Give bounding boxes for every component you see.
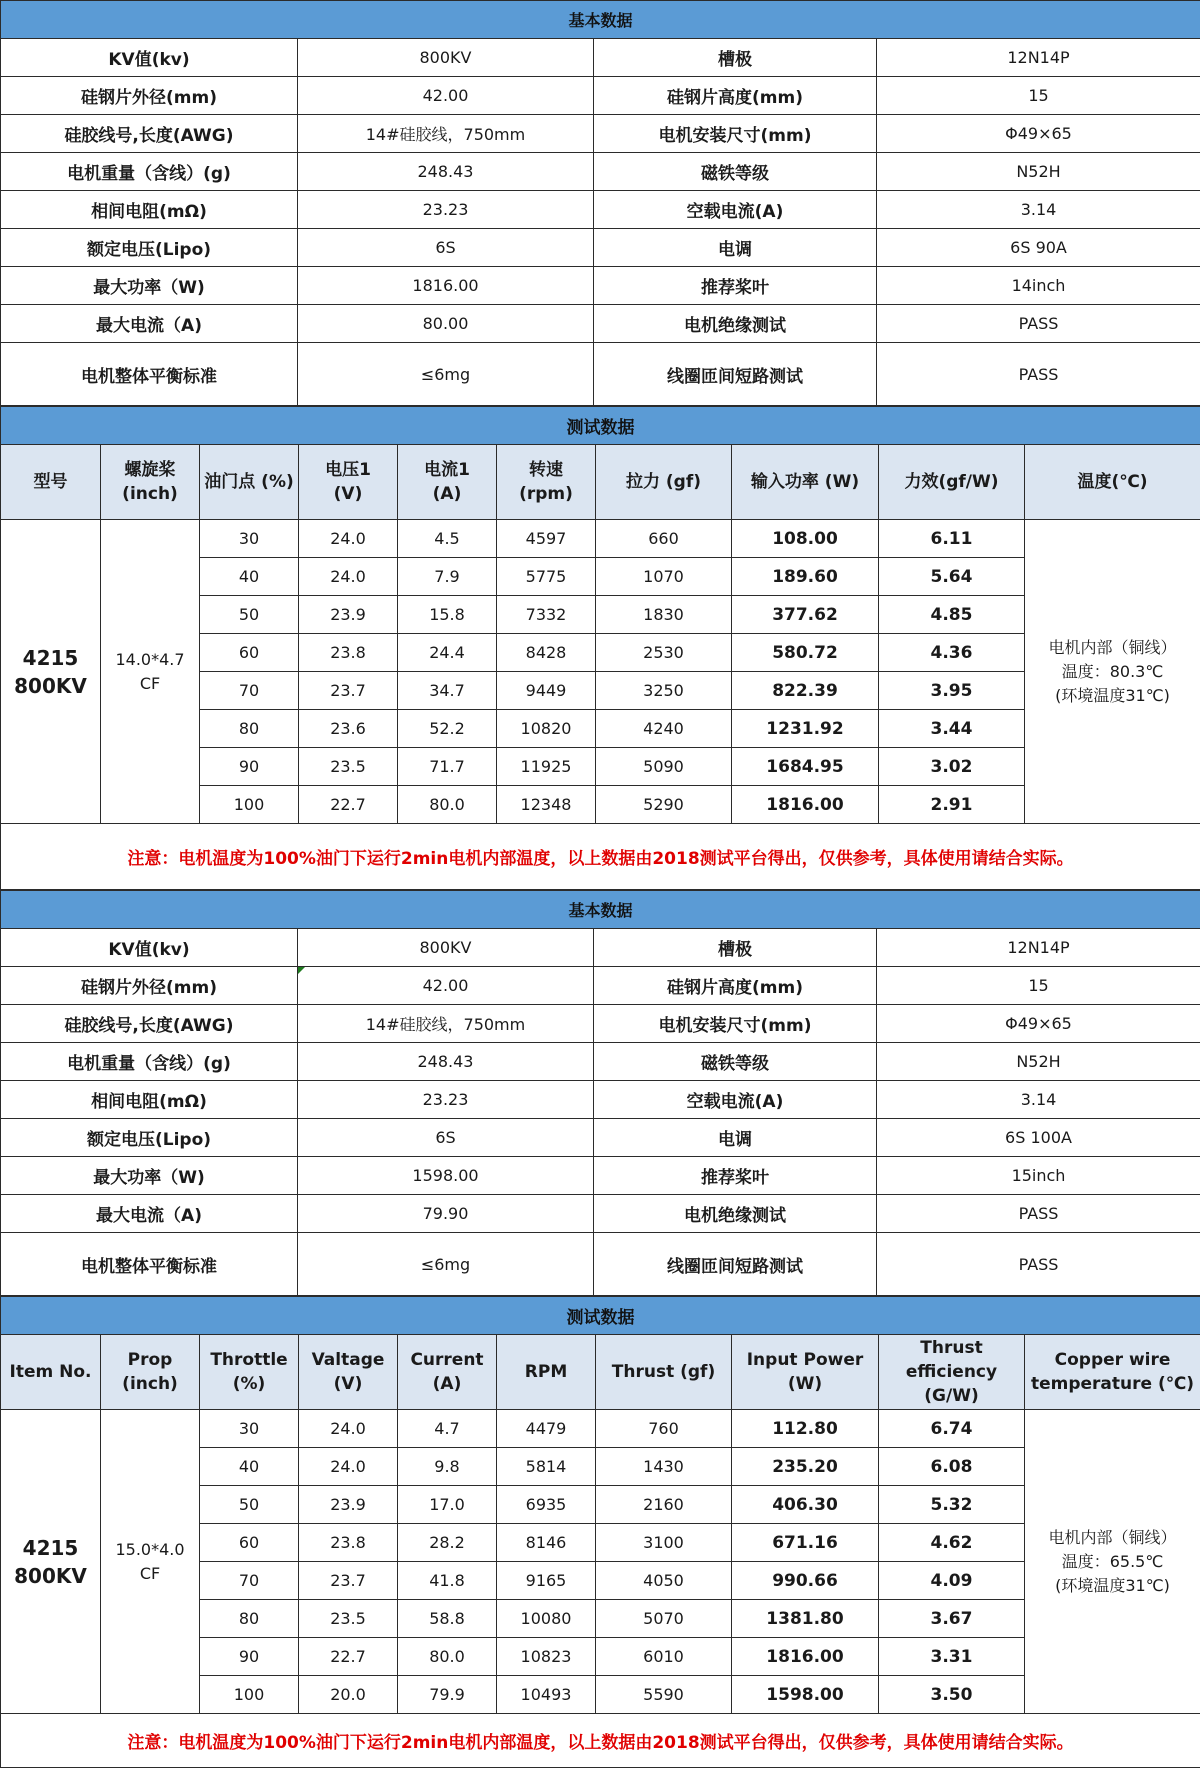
data-cell: 377.62 (732, 596, 879, 634)
spec-label: 电机安装尺寸(mm) (594, 115, 877, 153)
data-cell: 23.6 (299, 710, 398, 748)
spec-label: 电调 (594, 1119, 877, 1157)
data-cell: 6935 (497, 1486, 596, 1524)
spec-label: 硅胶线号,长度(AWG) (1, 1005, 298, 1043)
basic-row (1, 115, 1200, 153)
data-cell: 90 (200, 748, 299, 786)
data-cell: 100 (200, 1676, 299, 1714)
data-cell: 1430 (596, 1448, 732, 1486)
spec-value: 79.90 (298, 1195, 594, 1233)
data-cell: 9165 (497, 1562, 596, 1600)
column-header: 螺旋桨 (inch) (101, 445, 200, 520)
spec-value: N52H (877, 1043, 1200, 1081)
data-cell: 4.85 (879, 596, 1025, 634)
test-data-row (1, 1410, 1200, 1448)
column-header: Current (A) (398, 1335, 497, 1410)
spec-value: 800KV (298, 929, 594, 967)
basic-row (1, 191, 1200, 229)
basic-row (1, 1043, 1200, 1081)
spec-value: 800KV (298, 39, 594, 77)
spec-value: 3.14 (877, 191, 1200, 229)
data-cell: 4597 (497, 520, 596, 558)
spec-label: 电机绝缘测试 (594, 305, 877, 343)
data-cell: 3.31 (879, 1638, 1025, 1676)
data-cell: 40 (200, 1448, 299, 1486)
column-header: 电流1 (A) (398, 445, 497, 520)
data-cell: 70 (200, 1562, 299, 1600)
data-cell: 24.0 (299, 558, 398, 596)
spec-value: PASS (877, 343, 1200, 406)
data-cell: 90 (200, 1638, 299, 1676)
data-cell: 23.9 (299, 1486, 398, 1524)
spec-label: 电机安装尺寸(mm) (594, 1005, 877, 1043)
data-cell: 30 (200, 1410, 299, 1448)
temperature-cell: 电机内部（铜线） 温度：80.3℃ (环境温度31℃) (1025, 520, 1200, 824)
basic-row (1, 343, 1200, 406)
test-note: 注意：电机温度为100%油门下运行2min电机内部温度，以上数据由2018测试平台得出，仅供参考，具体使用请结合实际。 (1, 824, 1200, 890)
column-header: 电压1 (V) (299, 445, 398, 520)
data-cell: 189.60 (732, 558, 879, 596)
data-cell: 6.11 (879, 520, 1025, 558)
spec-value: 12N14P (877, 39, 1200, 77)
data-cell: 9.8 (398, 1448, 497, 1486)
data-cell: 406.30 (732, 1486, 879, 1524)
spec-label: 硅钢片高度(mm) (594, 77, 877, 115)
data-cell: 79.9 (398, 1676, 497, 1714)
data-cell: 80.0 (398, 1638, 497, 1676)
spec-label: 电机整体平衡标准 (1, 1233, 298, 1296)
data-cell: 50 (200, 596, 299, 634)
spec-label: 磁铁等级 (594, 1043, 877, 1081)
data-cell: 80 (200, 710, 299, 748)
data-cell: 2.91 (879, 786, 1025, 824)
column-header: 型号 (1, 445, 101, 520)
data-cell: 23.5 (299, 748, 398, 786)
data-cell: 1231.92 (732, 710, 879, 748)
column-header: Throttle (%) (200, 1335, 299, 1410)
data-cell: 6.08 (879, 1448, 1025, 1486)
section-2-test-table (0, 1296, 1200, 1768)
spec-value: PASS (877, 1233, 1200, 1296)
basic-data-title: 基本数据 (1, 1, 1200, 39)
propeller-cell: 14.0*4.7 CF (101, 520, 200, 824)
column-header: Input Power (W) (732, 1335, 879, 1410)
data-cell: 12348 (497, 786, 596, 824)
data-cell: 23.8 (299, 1524, 398, 1562)
spec-label: 最大功率（W) (1, 267, 298, 305)
spec-label: 硅钢片外径(mm) (1, 967, 298, 1005)
spec-value: 1816.00 (298, 267, 594, 305)
spec-label: 槽极 (594, 39, 877, 77)
data-cell: 3.50 (879, 1676, 1025, 1714)
spec-value: 14#硅胶线，750mm (298, 115, 594, 153)
data-cell: 5590 (596, 1676, 732, 1714)
data-cell: 5.32 (879, 1486, 1025, 1524)
spec-label: 相间电阻(mΩ) (1, 1081, 298, 1119)
data-cell: 5070 (596, 1600, 732, 1638)
column-header: Item No. (1, 1335, 101, 1410)
test-data-row (1, 520, 1200, 558)
data-cell: 50 (200, 1486, 299, 1524)
data-cell: 9449 (497, 672, 596, 710)
data-cell: 3.67 (879, 1600, 1025, 1638)
data-cell: 24.0 (299, 520, 398, 558)
data-cell: 60 (200, 634, 299, 672)
spec-value: 6S (298, 1119, 594, 1157)
data-cell: 5090 (596, 748, 732, 786)
spec-label: 硅钢片高度(mm) (594, 967, 877, 1005)
basic-row (1, 967, 1200, 1005)
data-cell: 671.16 (732, 1524, 879, 1562)
spec-label: 最大电流（A) (1, 305, 298, 343)
data-cell: 8146 (497, 1524, 596, 1562)
spec-value: 80.00 (298, 305, 594, 343)
spec-label: 电机重量（含线）(g) (1, 1043, 298, 1081)
spec-value: 1598.00 (298, 1157, 594, 1195)
spec-label: 最大电流（A) (1, 1195, 298, 1233)
spec-value: PASS (877, 305, 1200, 343)
data-cell: 71.7 (398, 748, 497, 786)
spec-label: 电调 (594, 229, 877, 267)
spec-value: 6S 100A (877, 1119, 1200, 1157)
data-cell: 24.4 (398, 634, 497, 672)
data-cell: 4.36 (879, 634, 1025, 672)
column-header: Valtage (V) (299, 1335, 398, 1410)
data-cell: 580.72 (732, 634, 879, 672)
section-1-test-table (0, 406, 1200, 890)
column-header: 转速 (rpm) (497, 445, 596, 520)
test-note: 注意：电机温度为100%油门下运行2min电机内部温度，以上数据由2018测试平台得出，仅供参考，具体使用请结合实际。 (1, 1714, 1200, 1768)
data-cell: 5775 (497, 558, 596, 596)
data-cell: 15.8 (398, 596, 497, 634)
data-cell: 40 (200, 558, 299, 596)
spec-label: 空载电流(A) (594, 191, 877, 229)
data-cell: 11925 (497, 748, 596, 786)
data-cell: 10080 (497, 1600, 596, 1638)
spec-label: 相间电阻(mΩ) (1, 191, 298, 229)
temperature-cell: 电机内部（铜线） 温度：65.5℃ (环境温度31℃) (1025, 1410, 1200, 1714)
spec-value: 3.14 (877, 1081, 1200, 1119)
basic-data-title: 基本数据 (1, 891, 1200, 929)
data-cell: 23.5 (299, 1600, 398, 1638)
section-2-basic-table (0, 890, 1200, 1296)
spec-label: 电机整体平衡标准 (1, 343, 298, 406)
data-cell: 2160 (596, 1486, 732, 1524)
basic-row (1, 77, 1200, 115)
basic-row (1, 305, 1200, 343)
data-cell: 10823 (497, 1638, 596, 1676)
spec-value: 23.23 (298, 1081, 594, 1119)
data-cell: 6.74 (879, 1410, 1025, 1448)
data-cell: 235.20 (732, 1448, 879, 1486)
data-cell: 30 (200, 520, 299, 558)
data-cell: 2530 (596, 634, 732, 672)
data-cell: 5.64 (879, 558, 1025, 596)
spec-label: 额定电压(Lipo) (1, 1119, 298, 1157)
data-cell: 1830 (596, 596, 732, 634)
section-1-basic-table (0, 0, 1200, 406)
spec-label: 线圈匝间短路测试 (594, 343, 877, 406)
data-cell: 3250 (596, 672, 732, 710)
basic-row (1, 39, 1200, 77)
spec-value: 248.43 (298, 153, 594, 191)
spec-label: 空载电流(A) (594, 1081, 877, 1119)
data-cell: 4.09 (879, 1562, 1025, 1600)
spec-value: N52H (877, 153, 1200, 191)
test-data-title: 测试数据 (1, 407, 1200, 445)
spec-label: 最大功率（W) (1, 1157, 298, 1195)
data-cell: 23.7 (299, 672, 398, 710)
data-cell: 1070 (596, 558, 732, 596)
data-cell: 1816.00 (732, 1638, 879, 1676)
test-data-title: 测试数据 (1, 1297, 1200, 1335)
data-cell: 3.02 (879, 748, 1025, 786)
data-cell: 1598.00 (732, 1676, 879, 1714)
data-cell: 24.0 (299, 1410, 398, 1448)
basic-row (1, 267, 1200, 305)
data-cell: 7.9 (398, 558, 497, 596)
spec-value: 6S 90A (877, 229, 1200, 267)
data-cell: 10820 (497, 710, 596, 748)
spec-label: 电机重量（含线）(g) (1, 153, 298, 191)
spec-value: 15 (877, 967, 1200, 1005)
column-header: Copper wire temperature (℃) (1025, 1335, 1200, 1410)
data-cell: 22.7 (299, 1638, 398, 1676)
basic-row (1, 929, 1200, 967)
spec-label: 推荐桨叶 (594, 267, 877, 305)
data-cell: 100 (200, 786, 299, 824)
spec-value: 42.00 (298, 967, 594, 1005)
column-header: 输入功率 (W) (732, 445, 879, 520)
data-cell: 23.8 (299, 634, 398, 672)
data-cell: 70 (200, 672, 299, 710)
data-cell: 4240 (596, 710, 732, 748)
data-cell: 1816.00 (732, 786, 879, 824)
data-cell: 10493 (497, 1676, 596, 1714)
data-cell: 60 (200, 1524, 299, 1562)
model-cell: 4215 800KV (1, 520, 101, 824)
spec-label: 线圈匝间短路测试 (594, 1233, 877, 1296)
data-cell: 1684.95 (732, 748, 879, 786)
spec-value: 6S (298, 229, 594, 267)
spec-value: 14inch (877, 267, 1200, 305)
column-header: 油门点 (%) (200, 445, 299, 520)
data-cell: 34.7 (398, 672, 497, 710)
column-header: Prop (inch) (101, 1335, 200, 1410)
test-header-row (1, 445, 1200, 520)
data-cell: 80 (200, 1600, 299, 1638)
spec-label: 额定电压(Lipo) (1, 229, 298, 267)
data-cell: 52.2 (398, 710, 497, 748)
spec-value: ≤6mg (298, 1233, 594, 1296)
data-cell: 8428 (497, 634, 596, 672)
data-cell: 41.8 (398, 1562, 497, 1600)
column-header: Thrust (gf) (596, 1335, 732, 1410)
data-cell: 7332 (497, 596, 596, 634)
basic-row (1, 1005, 1200, 1043)
data-cell: 760 (596, 1410, 732, 1448)
basic-row (1, 1157, 1200, 1195)
spec-value: 42.00 (298, 77, 594, 115)
data-cell: 112.80 (732, 1410, 879, 1448)
data-cell: 1381.80 (732, 1600, 879, 1638)
data-cell: 20.0 (299, 1676, 398, 1714)
data-cell: 822.39 (732, 672, 879, 710)
data-cell: 6010 (596, 1638, 732, 1676)
basic-row (1, 1081, 1200, 1119)
data-cell: 24.0 (299, 1448, 398, 1486)
data-cell: 4.62 (879, 1524, 1025, 1562)
column-header: Thrust efficiency (G/W) (879, 1335, 1025, 1410)
data-cell: 108.00 (732, 520, 879, 558)
column-header: 力效(gf/W) (879, 445, 1025, 520)
column-header: RPM (497, 1335, 596, 1410)
spec-label: 硅胶线号,长度(AWG) (1, 115, 298, 153)
spec-value: 23.23 (298, 191, 594, 229)
basic-row (1, 153, 1200, 191)
data-cell: 23.7 (299, 1562, 398, 1600)
data-cell: 3.44 (879, 710, 1025, 748)
data-cell: 28.2 (398, 1524, 497, 1562)
propeller-cell: 15.0*4.0 CF (101, 1410, 200, 1714)
data-cell: 4050 (596, 1562, 732, 1600)
data-cell: 80.0 (398, 786, 497, 824)
basic-row (1, 1233, 1200, 1296)
data-cell: 4.7 (398, 1410, 497, 1448)
spec-label: 电机绝缘测试 (594, 1195, 877, 1233)
basic-row (1, 1119, 1200, 1157)
spec-label: 磁铁等级 (594, 153, 877, 191)
data-cell: 4.5 (398, 520, 497, 558)
basic-row (1, 1195, 1200, 1233)
spec-value: ≤6mg (298, 343, 594, 406)
data-cell: 3.95 (879, 672, 1025, 710)
spec-value: 15inch (877, 1157, 1200, 1195)
test-header-row (1, 1335, 1200, 1410)
data-cell: 5290 (596, 786, 732, 824)
data-cell: 17.0 (398, 1486, 497, 1524)
basic-row (1, 229, 1200, 267)
spec-label: 槽极 (594, 929, 877, 967)
data-cell: 660 (596, 520, 732, 558)
spec-value: Φ49×65 (877, 115, 1200, 153)
spec-label: 硅钢片外径(mm) (1, 77, 298, 115)
spec-value: 15 (877, 77, 1200, 115)
spec-value: Φ49×65 (877, 1005, 1200, 1043)
data-cell: 22.7 (299, 786, 398, 824)
spec-label: KV值(kv) (1, 929, 298, 967)
spec-label: KV值(kv) (1, 39, 298, 77)
data-cell: 23.9 (299, 596, 398, 634)
data-cell: 990.66 (732, 1562, 879, 1600)
spec-label: 推荐桨叶 (594, 1157, 877, 1195)
data-cell: 58.8 (398, 1600, 497, 1638)
data-cell: 3100 (596, 1524, 732, 1562)
model-cell: 4215 800KV (1, 1410, 101, 1714)
column-header: 温度(℃) (1025, 445, 1200, 520)
column-header: 拉力 (gf) (596, 445, 732, 520)
spec-value: 12N14P (877, 929, 1200, 967)
data-cell: 5814 (497, 1448, 596, 1486)
data-cell: 4479 (497, 1410, 596, 1448)
spec-value: PASS (877, 1195, 1200, 1233)
spec-value: 14#硅胶线，750mm (298, 1005, 594, 1043)
spec-value: 248.43 (298, 1043, 594, 1081)
